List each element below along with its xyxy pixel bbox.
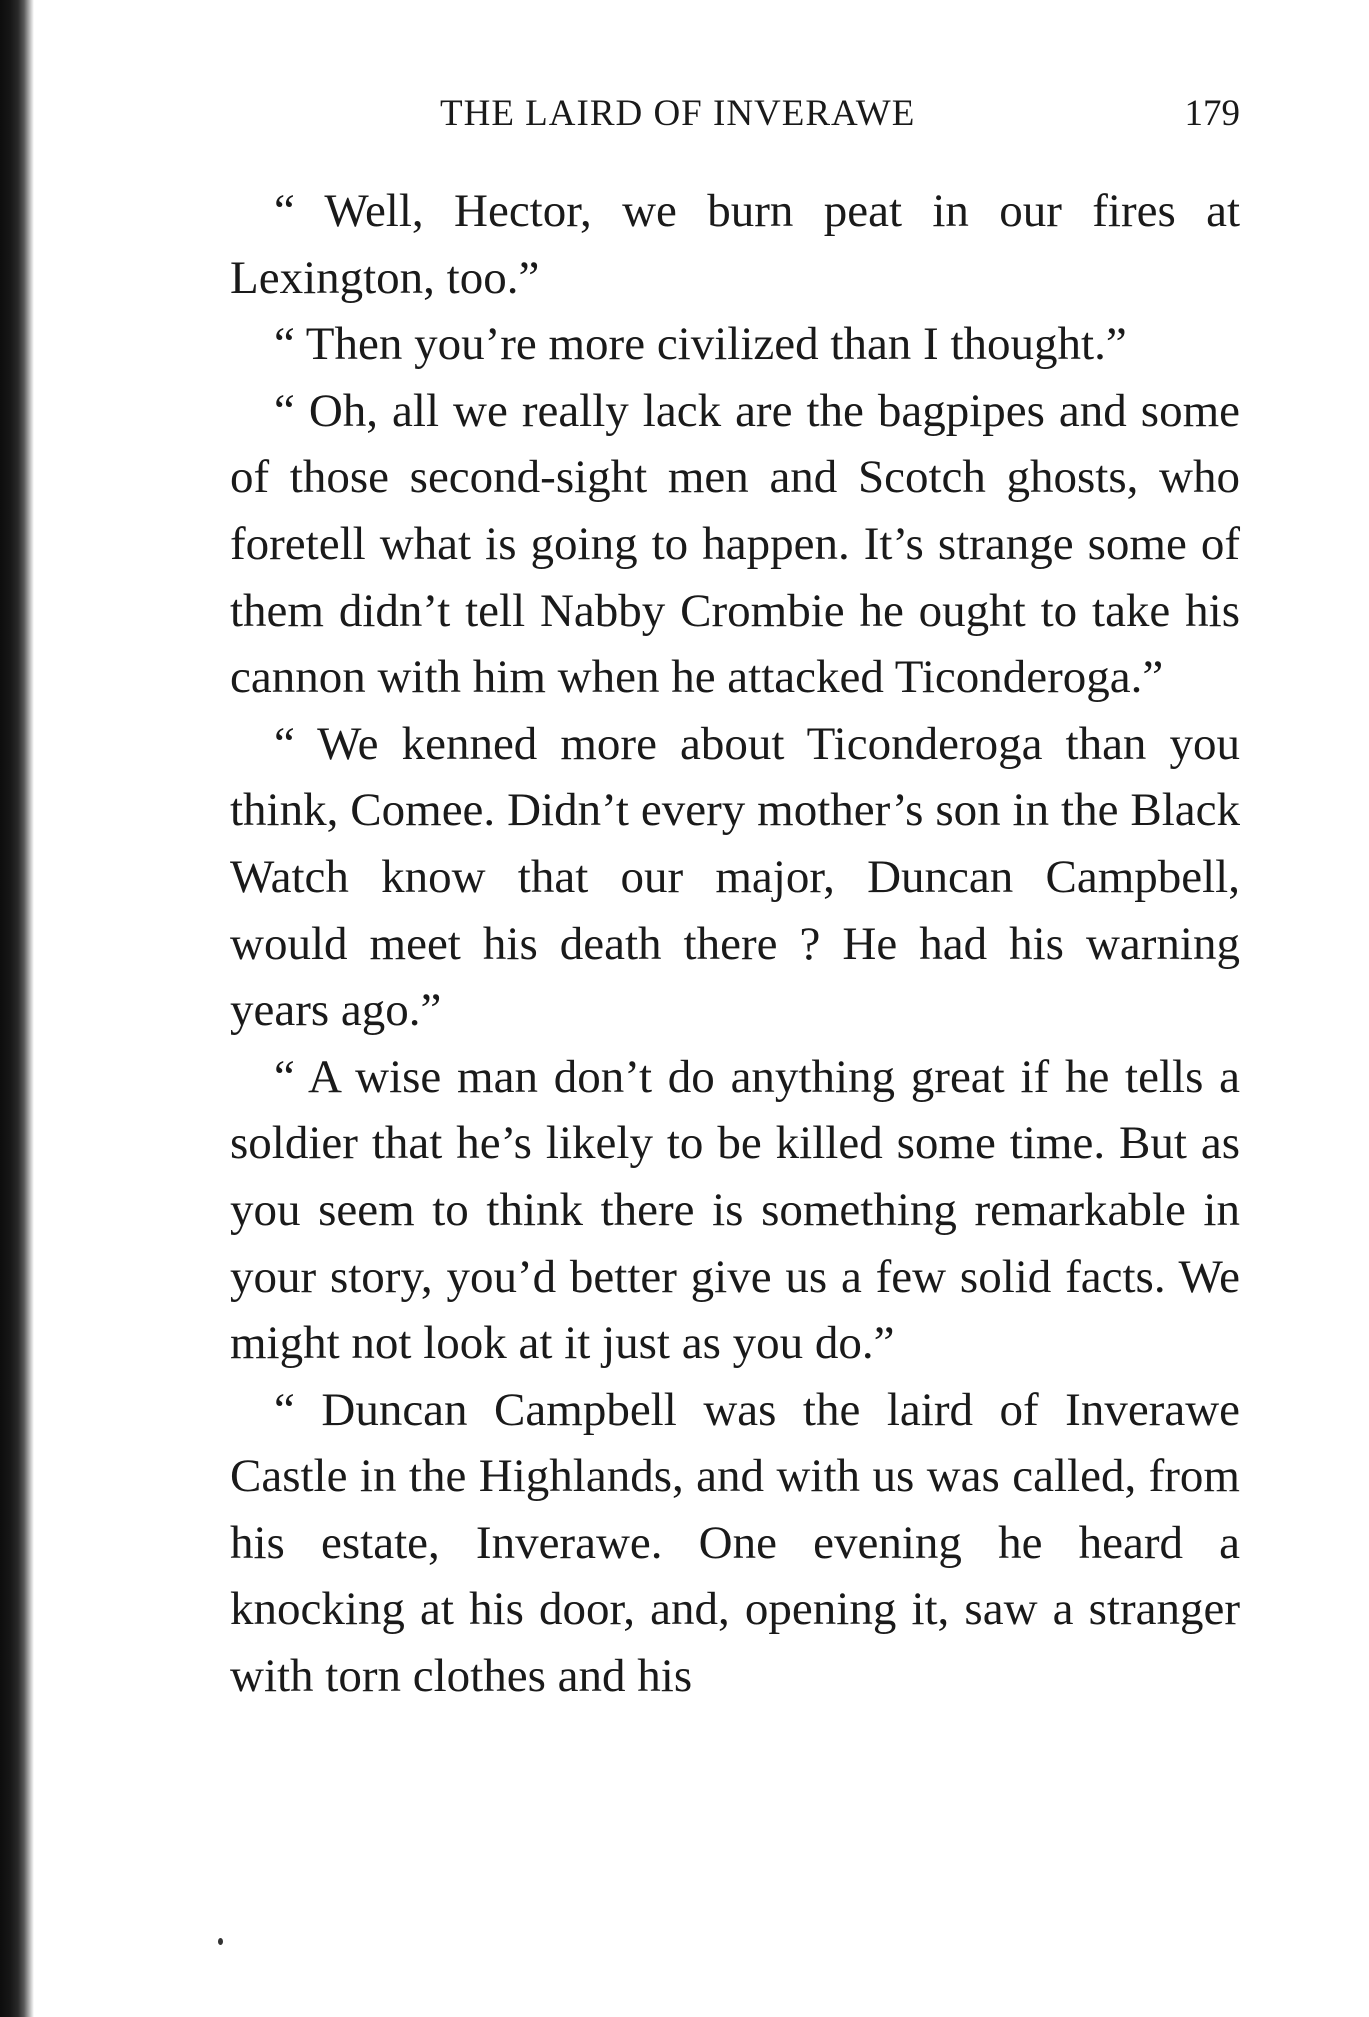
paragraph-1: “ Well, Hector, we burn peat in our fires at Lexington, too.”: [230, 185, 1240, 304]
body-text: [230, 178, 1240, 1710]
paragraph-2: “ Then you’re more civilized than I thought.”: [274, 318, 1127, 371]
paragraph-3: “ Oh, all we really lack are the bagpipes and some of those second-sight men and Scotch ghosts, who foretell what is going to happen. It’s strange some of them didn’t tell Nabby Crombie he ought to take his cannon with him when he attacked Ticonderoga.”: [230, 384, 1240, 704]
paragraph-4: “ We kenned more about Ticonderoga than you think, Comee. Didn’t every mother’s son in the Black Watch know that our major, Duncan Campbell, would meet his death there ? He had his warning years ago.”: [230, 717, 1240, 1037]
ink-speck: [218, 1938, 223, 1945]
paragraph-5: “ A wise man don’t do anything great if he tells a soldier that he’s likely to be killed some time. But as you seem to think there is something remarkable in your story, you’d better give us a few solid facts. We might not look at it just as you do.”: [230, 1050, 1240, 1370]
binding-edge: [0, 0, 34, 2017]
page-header: [230, 92, 1240, 142]
paragraph-6: “ Duncan Campbell was the laird of Inverawe Castle in the Highlands, and with us was called, from his estate, Inverawe. One evening he heard a knocking at his door, and, opening it, saw a stranger with torn clothes and his: [230, 1383, 1240, 1703]
page-number: 179: [1184, 93, 1240, 134]
running-head: THE LAIRD OF INVERAWE: [440, 93, 916, 134]
